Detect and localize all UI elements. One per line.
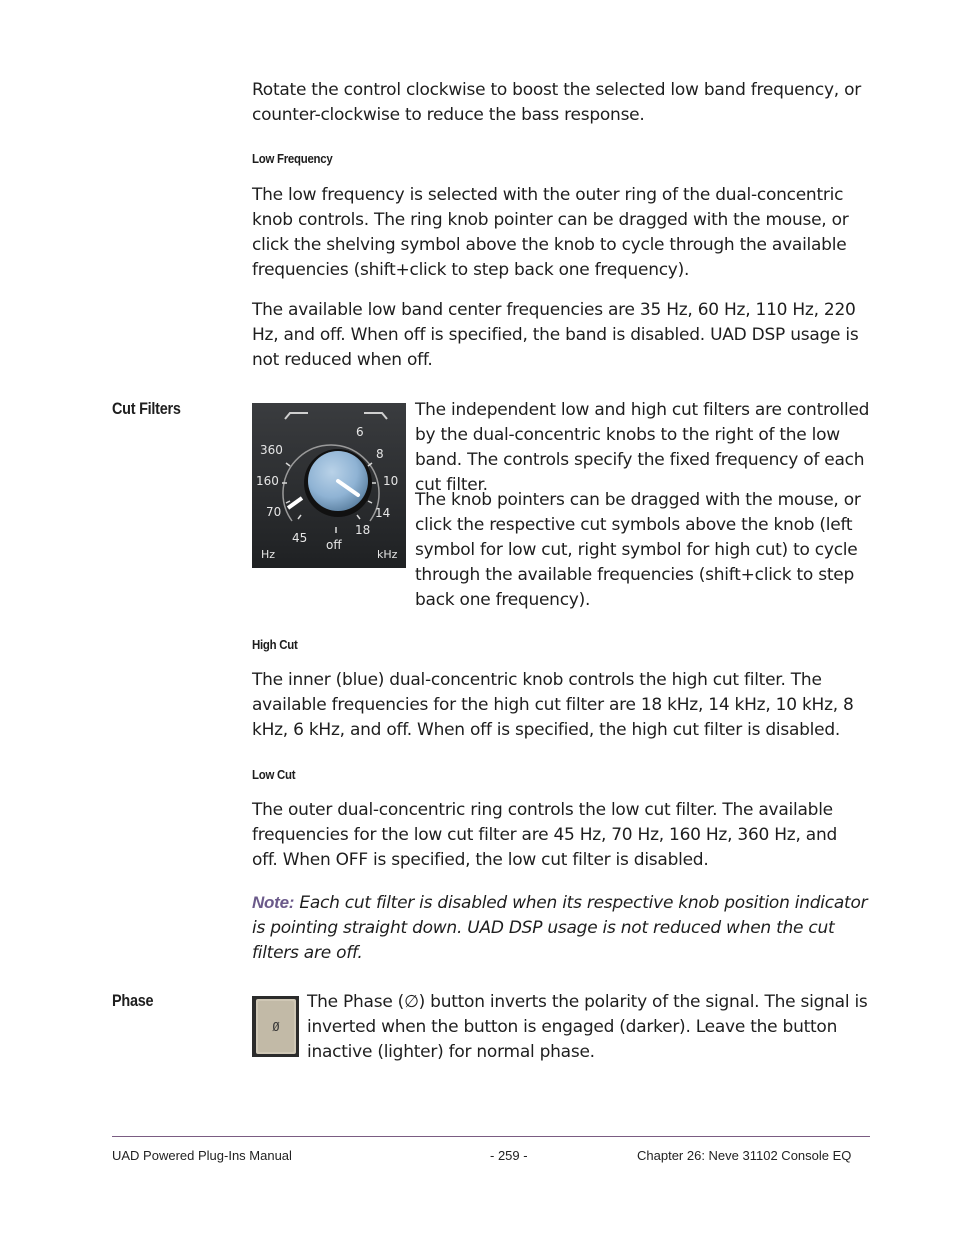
- phase-button-glyph: Ø: [272, 1020, 280, 1034]
- note-label: Note:: [252, 893, 295, 912]
- knob-label-14: 14: [375, 506, 391, 520]
- knob-label-45: 45: [292, 531, 308, 545]
- cut-filter-knob-svg: [252, 403, 406, 568]
- low-cut-heading: Low Cut: [252, 767, 296, 782]
- high-cut-paragraph: The inner (blue) dual-concentric knob controls the high cut filter. The available frequencies for the high cut filter are 18 kHz, 14 kHz, 10 kHz, 8 kHz, 6 kHz, and off. When off is specified, the high cut filter is disabled.: [252, 670, 854, 740]
- knob-label-360: 360: [260, 443, 283, 457]
- phase-button[interactable]: [252, 996, 299, 1057]
- cut-filters-paragraph-1: The independent low and high cut filters are controlled by the dual-concentric knobs to the right of the low band. The controls specify the fixed frequency of each cut filter.: [415, 400, 870, 495]
- footer-manual-title: UAD Powered Plug-Ins Manual: [112, 1148, 292, 1163]
- cut-filters-side-heading: Cut Filters: [112, 399, 181, 418]
- knob-label-18: 18: [355, 523, 371, 537]
- knob-label-hz: Hz: [261, 548, 276, 561]
- knob-label-6: 6: [356, 425, 364, 439]
- low-frequency-heading: Low Frequency: [252, 151, 333, 166]
- knob-label-160: 160: [256, 474, 279, 488]
- knob-label-10: 10: [383, 474, 399, 488]
- intro-paragraph: Rotate the control clockwise to boost the selected low band frequency, or counter-clockwise to reduce the bass response.: [252, 80, 861, 125]
- knob-label-8: 8: [376, 447, 384, 461]
- footer-chapter-title: Chapter 26: Neve 31102 Console EQ: [637, 1148, 852, 1163]
- knob-label-70: 70: [266, 505, 282, 519]
- phase-paragraph: The Phase (∅) button inverts the polarity of the signal. The signal is inverted when the button is engaged (darker). Leave the button inactive (lighter) for normal phase.: [307, 992, 868, 1062]
- high-cut-heading: High Cut: [252, 637, 298, 652]
- note-text: Each cut filter is disabled when its respective knob position indicator is pointing straight down. UAD DSP usage is not reduced when the cut filters are off.: [252, 893, 868, 963]
- footer-rule: [112, 1136, 870, 1137]
- low-frequency-paragraph-1: The low frequency is selected with the outer ring of the dual-concentric knob controls. The ring knob pointer can be dragged with the mouse, or click the shelving symbol above the knob to cycle through the available frequencies (shift+click to step back one frequency).: [252, 185, 849, 280]
- phase-button-svg: [252, 996, 299, 1057]
- knob-label-khz: kHz: [377, 548, 398, 561]
- cut-filter-knob-image[interactable]: [252, 403, 406, 568]
- knob-label-off: off: [326, 538, 342, 552]
- note-paragraph: [252, 890, 870, 966]
- low-frequency-paragraph-2: The available low band center frequencies are 35 Hz, 60 Hz, 110 Hz, 220 Hz, and off. When off is specified, the band is disabled. UAD DSP usage is not reduced when off.: [252, 300, 859, 370]
- cut-filters-paragraph-2: The knob pointers can be dragged with the mouse, or click the respective cut symbols above the knob (left symbol for low cut, right symbol for high cut) to cycle through the available frequencies (shift+click to step back one frequency).: [415, 490, 861, 610]
- low-cut-paragraph: The outer dual-concentric ring controls the low cut filter. The available frequencies for the low cut filter are 45 Hz, 70 Hz, 160 Hz, 360 Hz, and off. When OFF is specified, the low cut filter is disabled.: [252, 800, 838, 870]
- phase-side-heading: Phase: [112, 991, 154, 1010]
- footer-page-number: - 259 -: [490, 1148, 528, 1163]
